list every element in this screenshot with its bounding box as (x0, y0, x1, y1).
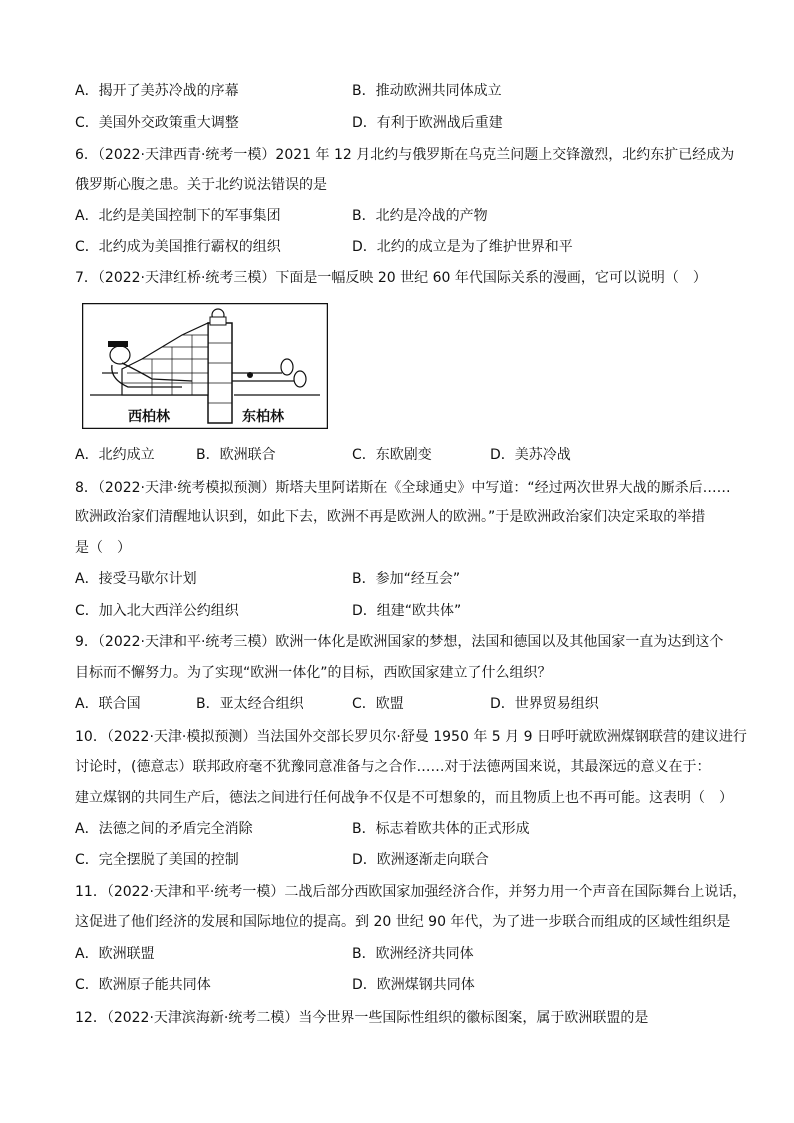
west-berlin-label: 西柏林 (128, 409, 170, 425)
q6-stem-line2: 俄罗斯心腹之患。关于北约说法错误的是 (75, 177, 327, 193)
q8-stem-line1: 8．（2022·天津·统考模拟预测）斯塔夫里阿诺斯在《全球通史》中写道：“经过两次世界大战的厮杀后…… (75, 480, 731, 496)
q11-stem-line1: 11．（2022·天津和平·统考一模）二战后部分西欧国家加强经济合作，并努力用一个声音在国际舞台上说话， (75, 884, 747, 900)
q9-option-a: A．联合国 (75, 696, 141, 712)
q9-stem-line2: 目标而不懈努力。为了实现“欧洲一体化”的目标，西欧国家建立了什么组织？ (75, 665, 552, 681)
q9-option-b: B．亚太经合组织 (196, 696, 304, 712)
q10-option-c: C．完全摆脱了美国的控制 (75, 852, 239, 868)
q10-stem-line3: 建立煤钢的共同生产后，德法之间进行任何战争不仅是不可想象的，而且物质上也不再可能。这表明（ ） (75, 790, 733, 806)
q10-stem-line2: 讨论时，(德意志）联邦政府毫不犹豫同意准备与之合作……对于法德两国来说，其最深远的意义在于： (75, 759, 711, 775)
q8-option-b: B．参加“经互会” (352, 571, 461, 587)
q10-option-d: D．欧洲逐渐走向联合 (352, 852, 489, 868)
q6-option-c: C．北约成为美国推行霸权的组织 (75, 239, 281, 255)
q6-option-b: B．北约是冷战的产物 (352, 208, 488, 224)
q11-option-c: C．欧洲原子能共同体 (75, 977, 211, 993)
q8-option-d: D．组建“欧共体” (352, 603, 462, 619)
q6-stem-line1: 6．（2022·天津西青·统考一模）2021 年 12 月北约与俄罗斯在乌克兰问题上交锋激烈，北约东扩已经成为 (75, 147, 735, 163)
east-berlin-label: 东柏林 (242, 409, 284, 425)
q11-option-b: B．欧洲经济共同体 (352, 946, 474, 962)
q7-stem-line1: 7．（2022·天津红桥·统考三模）下面是一幅反映 20 世纪 60 年代国际关系的漫画，它可以说明（ ） (75, 270, 707, 286)
q10-option-a: A．法德之间的矛盾完全消除 (75, 821, 253, 837)
q9-option-c: C．欧盟 (352, 696, 404, 712)
q11-option-a: A．欧洲联盟 (75, 946, 155, 962)
q5-option-d: D．有利于欧洲战后重建 (352, 115, 503, 131)
q8-option-c: C．加入北大西洋公约组织 (75, 603, 239, 619)
q6-option-a: A．北约是美国控制下的军事集团 (75, 208, 281, 224)
q6-option-d: D．北约的成立是为了维护世界和平 (352, 239, 573, 255)
q5-option-b: B．推动欧洲共同体成立 (352, 83, 502, 99)
q10-stem-line1: 10．（2022·天津·模拟预测）当法国外交部长罗贝尔·舒曼 1950 年 5 月 9 日呼吁就欧洲煤钢联营的建议进行 (75, 729, 747, 745)
q5-option-c: C．美国外交政策重大调整 (75, 115, 239, 131)
q7-option-a: A．北约成立 (75, 447, 155, 463)
q8-option-a: A．接受马歇尔计划 (75, 571, 197, 587)
q5-option-a: A．揭开了美苏冷战的序幕 (75, 83, 239, 99)
q7-option-b: B．欧洲联合 (196, 447, 276, 463)
q8-stem-line2: 欧洲政治家们清醒地认识到，如此下去，欧洲不再是欧洲人的欧洲。”于是欧洲政治家们决定采取的举措 (75, 509, 706, 525)
q7-option-d: D．美苏冷战 (490, 447, 571, 463)
q12-stem-line1: 12．（2022·天津滨海新·统考二模）当今世界一些国际性组织的徽标图案，属于欧洲联盟的是 (75, 1010, 649, 1026)
berlin-wall-cartoon (82, 303, 328, 429)
q8-stem-line3: 是（ ） (75, 540, 131, 556)
q9-option-d: D．世界贸易组织 (490, 696, 599, 712)
q10-option-b: B．标志着欧共体的正式形成 (352, 821, 530, 837)
q11-stem-line2: 这促进了他们经济的发展和国际地位的提高。到 20 世纪 90 年代，为了进一步联合而组成的区域性组织是 (75, 914, 731, 930)
q9-stem-line1: 9．（2022·天津和平·统考三模）欧洲一体化是欧洲国家的梦想，法国和德国以及其他国家一直为达到这个 (75, 634, 724, 650)
q11-option-d: D．欧洲煤钢共同体 (352, 977, 475, 993)
q7-option-c: C．东欧剧变 (352, 447, 432, 463)
